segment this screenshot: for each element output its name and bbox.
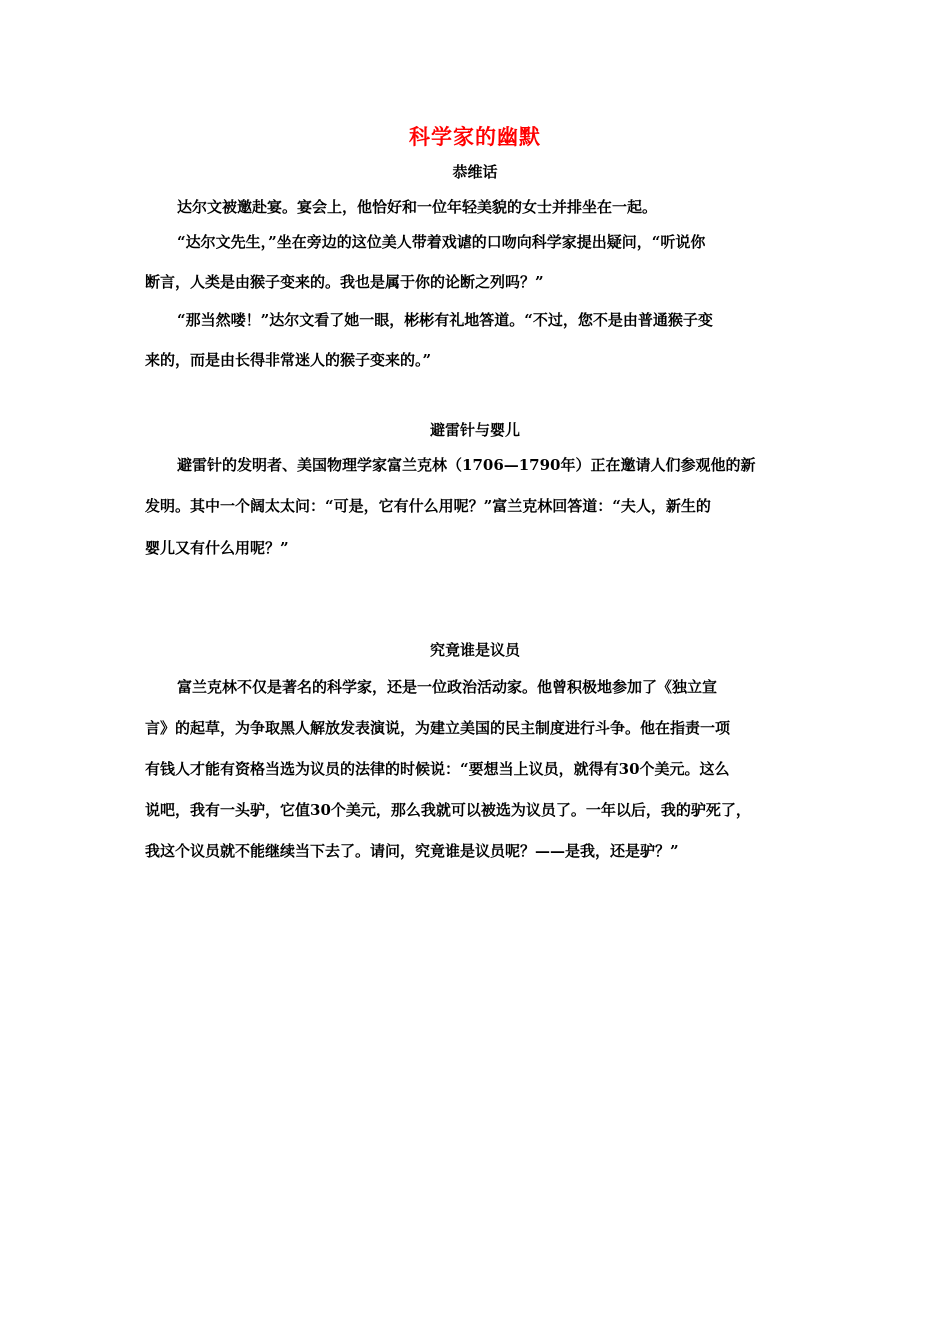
- paragraph-line: 我这个议员就不能继续当下去了。请问，究竟谁是议员呢？——是我，还是驴？”: [145, 842, 679, 860]
- paragraph-line: 达尔文被邀赴宴。宴会上，他恰好和一位年轻美貌的女士并排坐在一起。: [177, 198, 658, 216]
- document-title: 科学家的幽默: [409, 124, 541, 149]
- paragraph-line: 婴儿又有什么用呢？”: [145, 539, 289, 557]
- paragraph-line: 来的，而是由长得非常迷人的猴子变来的。”: [145, 351, 432, 369]
- paragraph-line: 说吧，我有一头驴，它值30个美元，那么我就可以被选为议员了。一年以后，我的驴死了，: [145, 801, 751, 819]
- section-heading-who-is-senator: 究竟谁是议员: [429, 641, 520, 659]
- paragraph-line: 避雷针的发明者、美国物理学家富兰克林（1706—1790年）正在邀请人们参观他的新: [177, 456, 756, 474]
- section-heading-lightning-rod: 避雷针与婴儿: [429, 421, 520, 439]
- section-heading-compliment: 恭维话: [452, 163, 498, 181]
- paragraph-line: 有钱人才能有资格当选为议员的法律的时候说：“要想当上议员，就得有30个美元。这么: [145, 760, 730, 778]
- paragraph-line: “达尔文先生，”坐在旁边的这位美人带着戏谑的口吻向科学家提出疑问，“听说你: [177, 233, 706, 251]
- paragraph-line: “那当然喽！”达尔文看了她一眼，彬彬有礼地答道。“不过，您不是由普通猴子变: [177, 311, 713, 329]
- paragraph-line: 发明。其中一个阔太太问：“可是，它有什么用呢？”富兰克林回答道：“夫人，新生的: [145, 497, 711, 515]
- paragraph-line: 言》的起草，为争取黑人解放发表演说，为建立美国的民主制度进行斗争。他在指责一项: [145, 719, 731, 737]
- paragraph-line: 断言，人类是由猴子变来的。我也是属于你的论断之列吗？”: [145, 273, 544, 291]
- paragraph-line: 富兰克林不仅是著名的科学家，还是一位政治活动家。他曾积极地参加了《独立宣: [177, 678, 718, 696]
